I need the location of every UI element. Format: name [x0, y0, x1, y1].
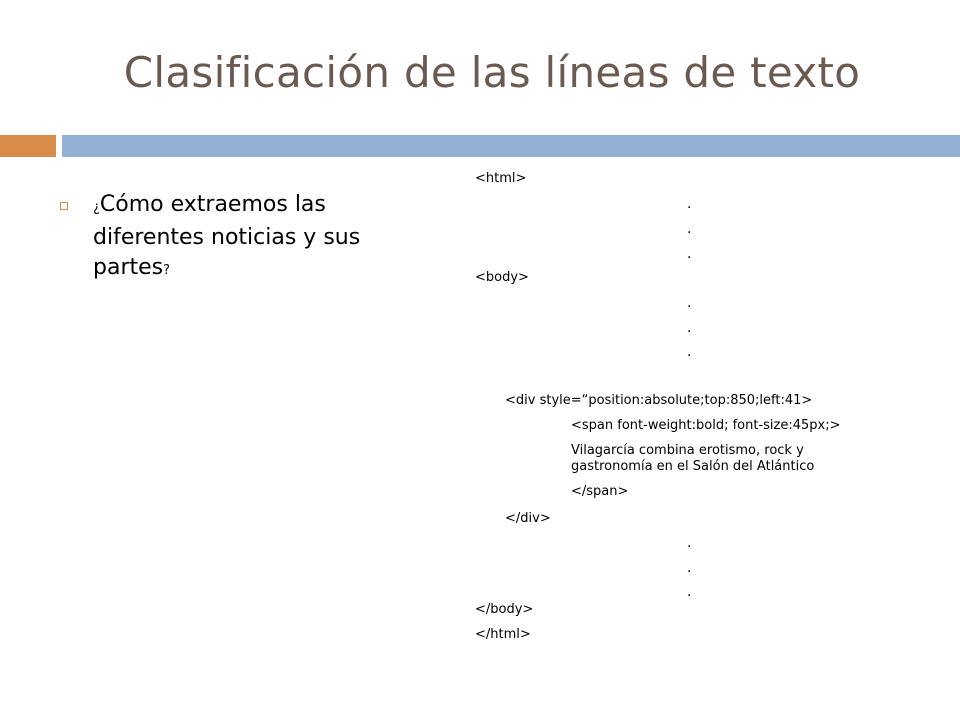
slide-title: Clasificación de las líneas de texto — [123, 48, 861, 97]
code-span-close: </span> — [571, 484, 629, 499]
code-headline: Vilagarcía combina erotismo, rock y gastronomía en el Salón del Atlántico — [571, 443, 815, 474]
ellipsis-dot: . — [687, 535, 692, 551]
code-div-open: <div style=“position:absolute;top:850;left:41> — [505, 393, 813, 408]
question-close-mark: ? — [163, 263, 171, 278]
question-open-mark: ¿ — [93, 200, 100, 215]
code-span-open: <span font-weight:bold; font-size:45px;> — [571, 418, 841, 433]
code-html-close: </html> — [475, 627, 531, 642]
ellipsis-dot: . — [687, 196, 692, 212]
title-band-blue — [62, 135, 960, 157]
code-div-close: </div> — [505, 511, 551, 526]
code-body-close: </body> — [475, 602, 534, 617]
title-band-orange — [0, 135, 56, 157]
code-body-open: <body> — [475, 270, 529, 285]
ellipsis-dot: . — [687, 560, 692, 576]
ellipsis-dot: . — [687, 344, 692, 360]
bullet-square-icon — [60, 202, 68, 210]
ellipsis-dot: . — [687, 246, 692, 262]
ellipsis-dot: . — [687, 295, 692, 311]
ellipsis-dot: . — [687, 221, 692, 237]
ellipsis-dot: . — [687, 320, 692, 336]
question-text: Cómo extraemos las diferentes noticias y sus partes — [93, 192, 361, 280]
ellipsis-dot: . — [687, 584, 692, 600]
code-html-open: <html> — [475, 171, 527, 186]
bullet-question — [93, 190, 393, 286]
